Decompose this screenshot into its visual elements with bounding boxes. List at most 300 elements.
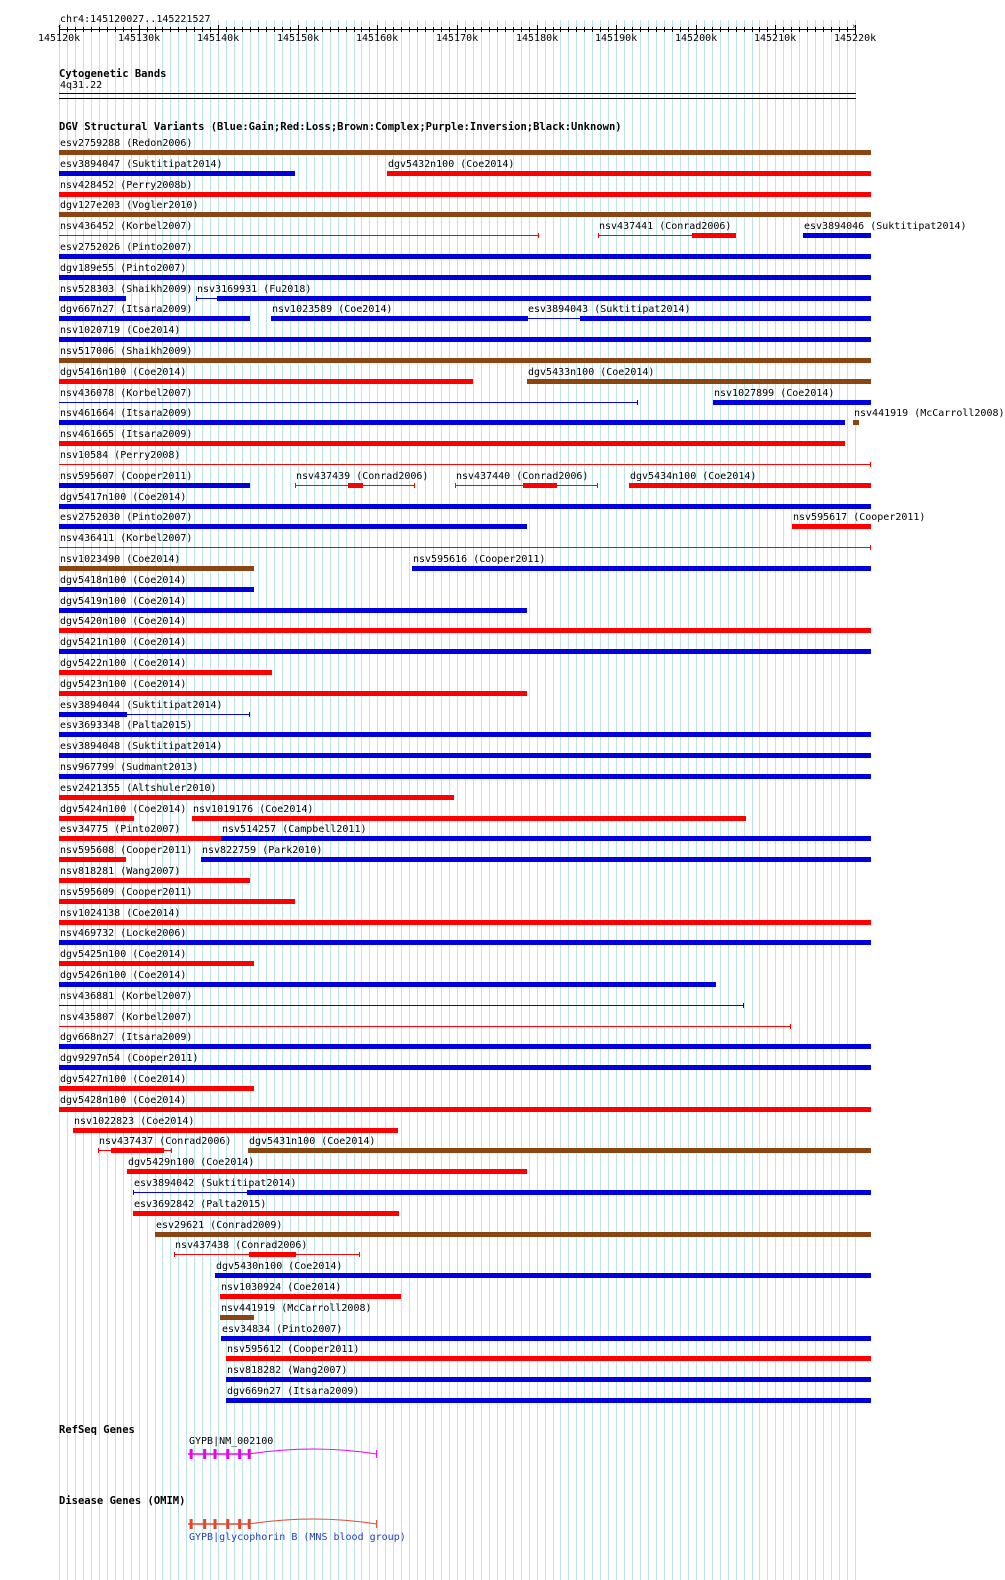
sv-label[interactable]: nsv595617 (Cooper2011) <box>793 512 926 524</box>
sv-bar[interactable] <box>59 1086 254 1091</box>
ruler-minor-tick <box>553 27 554 32</box>
ruler-tick-label: 145160k <box>356 33 399 44</box>
ruler-minor-tick <box>831 27 832 32</box>
sv-label[interactable]: dgv5424n100 (Coe2014) <box>60 803 187 815</box>
sv-label[interactable]: nsv437438 (Conrad2006) <box>175 1240 308 1252</box>
sv-label[interactable]: dgv5433n100 (Coe2014) <box>528 366 655 378</box>
sv-bar[interactable] <box>59 337 871 342</box>
sv-bar[interactable] <box>59 358 871 363</box>
sv-label[interactable]: dgv667n27 (Itsara2009) <box>60 304 193 316</box>
sv-bar[interactable] <box>226 1398 871 1403</box>
sv-label[interactable]: nsv435807 (Korbel2007) <box>60 1011 193 1023</box>
sv-end-tick <box>870 462 871 467</box>
sv-end-tick <box>414 483 415 488</box>
ruler-minor-tick <box>361 27 362 32</box>
ruler-minor-tick <box>369 27 370 32</box>
ruler-minor-tick <box>250 27 251 32</box>
gene-intron-arc <box>249 1519 376 1524</box>
ruler-minor-tick <box>815 27 816 32</box>
sv-bar[interactable] <box>713 400 871 405</box>
ruler-minor-tick <box>441 27 442 32</box>
ruler-minor-tick <box>823 27 824 32</box>
refseq-gene-label[interactable]: GYPB|NM_002100 <box>189 1436 274 1447</box>
sv-label[interactable]: nsv1030924 (Coe2014) <box>221 1282 342 1293</box>
ruler-minor-tick <box>115 27 116 32</box>
sv-bar[interactable] <box>192 816 746 821</box>
sv-end-tick <box>455 483 456 488</box>
sv-end-tick <box>598 233 599 238</box>
gene-exon <box>238 1449 241 1459</box>
ruler-tick-label: 145200k <box>675 33 718 44</box>
sv-bar[interactable] <box>59 878 250 883</box>
sv-label[interactable]: nsv436411 (Korbel2007) <box>60 533 193 545</box>
sv-bar[interactable] <box>59 275 871 280</box>
sv-bar[interactable] <box>59 504 871 509</box>
ruler-minor-tick <box>449 27 450 32</box>
omim-gene-label[interactable]: GYPB|glycophorin B (MNS blood group) <box>189 1532 406 1543</box>
ruler-tick-label: 145190k <box>595 33 638 44</box>
ruler-minor-tick <box>417 27 418 32</box>
ruler-minor-tick <box>194 27 195 32</box>
ruler-tick-label: 145150k <box>277 33 320 44</box>
ruler-minor-tick <box>799 27 800 32</box>
sv-label[interactable]: nsv514257 (Campbell2011) <box>222 824 367 836</box>
ruler-minor-tick <box>664 27 665 32</box>
sv-bar[interactable] <box>59 816 134 821</box>
location-label: chr4:145120027..145221527 <box>60 14 211 25</box>
sv-core-bar[interactable] <box>247 1190 871 1195</box>
sv-end-tick <box>597 483 598 488</box>
gene-exon <box>226 1449 229 1459</box>
sv-bar[interactable] <box>59 150 871 155</box>
sv-bar[interactable] <box>59 732 871 737</box>
ruler-minor-tick <box>306 27 307 32</box>
sv-end-tick <box>249 712 250 717</box>
sv-bar[interactable] <box>59 899 295 904</box>
sv-core-bar[interactable] <box>249 1252 296 1257</box>
sv-label[interactable]: nsv595609 (Cooper2011) <box>60 886 193 898</box>
sv-bar[interactable] <box>59 774 871 779</box>
sv-bar[interactable] <box>221 1336 871 1341</box>
sv-bar[interactable] <box>59 483 250 488</box>
dgv-track-title: DGV Structural Variants (Blue:Gain;Red:Loss;Brown:Complex;Purple:Inversion;Black:Unknown) <box>59 121 622 133</box>
sv-bar[interactable] <box>59 1044 871 1049</box>
ruler-minor-tick <box>354 27 355 32</box>
sv-label[interactable]: esv3894044 (Suktitipat2014) <box>60 699 223 711</box>
sv-end-tick <box>196 296 197 301</box>
ruler-minor-tick <box>258 27 259 32</box>
sv-core-bar[interactable] <box>692 233 736 238</box>
sv-label[interactable]: nsv469732 (Locke2006) <box>60 928 187 940</box>
sv-label[interactable]: nsv528303 (Shaikh2009) <box>60 283 193 295</box>
sv-bar[interactable] <box>226 1356 871 1361</box>
ruler-minor-tick <box>481 27 482 32</box>
ruler-minor-tick <box>274 27 275 32</box>
ruler-minor-tick <box>282 27 283 32</box>
sv-label[interactable]: esv29621 (Conrad2009) <box>156 1219 283 1231</box>
sv-bar[interactable] <box>59 857 126 862</box>
sv-bar[interactable] <box>59 524 527 529</box>
sv-label[interactable]: nsv436452 (Korbel2007) <box>60 221 193 233</box>
sv-bar[interactable] <box>629 483 871 488</box>
ruler-minor-tick <box>75 27 76 32</box>
ruler-minor-tick <box>155 27 156 32</box>
ruler-minor-tick <box>290 27 291 32</box>
sv-core-bar[interactable] <box>217 296 871 301</box>
sv-bar[interactable] <box>412 566 871 571</box>
ruler-minor-tick <box>783 27 784 32</box>
sv-bar[interactable] <box>59 608 527 613</box>
ruler-minor-tick <box>242 27 243 32</box>
sv-label[interactable]: dgv5422n100 (Coe2014) <box>60 658 187 669</box>
sv-label[interactable]: dgv5430n100 (Coe2014) <box>216 1261 343 1273</box>
ruler-minor-tick <box>465 27 466 32</box>
ruler-minor-tick <box>330 27 331 32</box>
ruler-minor-tick <box>513 27 514 32</box>
sv-label[interactable]: nsv461665 (Itsara2009) <box>60 429 193 441</box>
sv-label[interactable]: nsv1023589 (Coe2014) <box>272 304 393 316</box>
sv-bar[interactable] <box>59 171 295 176</box>
omim-track-title: Disease Genes (OMIM) <box>59 1495 186 1507</box>
sv-bar[interactable] <box>59 296 126 301</box>
sv-line[interactable] <box>59 464 871 465</box>
sv-label[interactable]: esv3894042 (Suktitipat2014) <box>134 1178 297 1189</box>
sv-bar[interactable] <box>215 1273 871 1278</box>
sv-bar[interactable] <box>59 628 871 633</box>
sv-line[interactable] <box>59 547 871 548</box>
sv-end-tick <box>527 316 528 321</box>
ruler-minor-tick <box>529 27 530 32</box>
sv-label[interactable]: dgv5434n100 (Coe2014) <box>630 470 757 482</box>
gene-exon <box>214 1519 217 1529</box>
sv-bar[interactable] <box>59 691 527 696</box>
ruler-arrows: ‹ <box>57 22 63 32</box>
ruler-minor-tick <box>632 27 633 32</box>
sv-label[interactable]: dgv5419n100 (Coe2014) <box>60 595 187 607</box>
ruler-minor-tick <box>234 27 235 32</box>
ruler-minor-tick <box>752 27 753 32</box>
sv-label[interactable]: nsv1027899 (Coe2014) <box>714 387 835 399</box>
sv-label[interactable]: dgv5429n100 (Coe2014) <box>128 1157 255 1169</box>
sv-label[interactable]: nsv517006 (Shaikh2009) <box>60 346 193 357</box>
ruler-minor-tick <box>807 27 808 32</box>
sv-label[interactable]: nsv437439 (Conrad2006) <box>296 470 429 482</box>
sv-core-bar[interactable] <box>111 1148 164 1153</box>
ruler-minor-tick <box>584 27 585 32</box>
sv-label[interactable]: nsv595616 (Cooper2011) <box>413 554 546 565</box>
sv-label[interactable]: nsv441919 (McCarroll2008) <box>854 408 1005 420</box>
sv-end-tick <box>295 483 296 488</box>
ruler-minor-tick <box>147 27 148 32</box>
ruler-tick-label: 145220k <box>834 33 877 44</box>
ruler-minor-tick <box>186 27 187 32</box>
ruler-minor-tick <box>497 27 498 32</box>
sv-label[interactable]: dgv5423n100 (Coe2014) <box>60 678 187 690</box>
sv-line[interactable] <box>59 1026 791 1027</box>
gene-exon <box>214 1449 217 1459</box>
sv-label[interactable]: nsv967799 (Sudmant2013) <box>60 762 199 773</box>
sv-label[interactable]: nsv10584 (Perry2008) <box>60 450 181 461</box>
sv-label[interactable]: dgv5417n100 (Coe2014) <box>60 491 187 503</box>
sv-label[interactable]: nsv818282 (Wang2007) <box>227 1365 348 1377</box>
sv-label[interactable]: nsv437437 (Conrad2006) <box>99 1136 232 1148</box>
sv-bar[interactable] <box>59 753 871 758</box>
ruler-minor-tick <box>680 27 681 32</box>
sv-bar[interactable] <box>792 524 871 529</box>
sv-bar[interactable] <box>59 379 473 384</box>
sv-label[interactable]: nsv437440 (Conrad2006) <box>456 470 589 482</box>
sv-bar[interactable] <box>59 192 871 197</box>
sv-bar[interactable] <box>59 254 871 259</box>
ruler-minor-tick <box>767 27 768 32</box>
ruler-minor-tick <box>314 27 315 32</box>
ruler-minor-tick <box>600 27 601 32</box>
sv-label[interactable]: dgv668n27 (Itsara2009) <box>60 1032 193 1044</box>
sv-label[interactable]: esv3894047 (Suktitipat2014) <box>60 158 223 170</box>
ruler-minor-tick <box>608 27 609 32</box>
omim-gene-glyph[interactable] <box>0 1510 890 1540</box>
ruler-minor-tick <box>648 27 649 32</box>
ruler-minor-tick <box>266 27 267 32</box>
sv-label[interactable]: dgv5431n100 (Coe2014) <box>249 1136 376 1148</box>
sv-label[interactable]: esv3692842 (Palta2015) <box>134 1198 267 1210</box>
sv-bar[interactable] <box>127 1169 527 1174</box>
ruler-minor-tick <box>322 27 323 32</box>
gene-exon <box>190 1519 193 1529</box>
ruler-minor-tick <box>568 27 569 32</box>
ruler-minor-tick <box>210 27 211 32</box>
sv-label[interactable]: esv3894043 (Suktitipat2014) <box>528 304 691 316</box>
ruler-minor-tick <box>560 27 561 32</box>
sv-bar[interactable] <box>221 836 871 841</box>
sv-bar[interactable] <box>59 836 221 841</box>
sv-bar[interactable] <box>248 1148 871 1153</box>
gene-exon <box>226 1519 229 1529</box>
sv-end-tick <box>538 233 539 238</box>
sv-bar[interactable] <box>59 316 250 321</box>
sv-label[interactable]: esv2759288 (Redon2006) <box>60 138 193 149</box>
sv-bar[interactable] <box>803 233 871 238</box>
sv-bar[interactable] <box>59 649 871 654</box>
sv-label[interactable]: nsv428452 (Perry2008b) <box>60 179 193 191</box>
sv-bar[interactable] <box>59 1065 871 1070</box>
sv-bar[interactable] <box>59 940 871 945</box>
sv-line[interactable] <box>59 1005 744 1006</box>
sv-bar[interactable] <box>155 1232 871 1237</box>
ruler-minor-tick <box>545 27 546 32</box>
sv-end-tick <box>359 1252 360 1257</box>
sv-end-tick <box>743 1003 744 1008</box>
ruler-tick-label: 145120k <box>38 33 81 44</box>
ruler-minor-tick <box>839 27 840 32</box>
divider-line <box>59 93 856 94</box>
ruler-minor-tick <box>672 27 673 32</box>
ruler-minor-tick <box>162 27 163 32</box>
sv-label[interactable]: esv34775 (Pinto2007) <box>60 824 181 836</box>
ruler-minor-tick <box>131 27 132 32</box>
sv-bar[interactable] <box>387 171 871 176</box>
sv-end-tick <box>174 1252 175 1257</box>
ruler-minor-tick <box>640 27 641 32</box>
sv-label[interactable]: nsv818281 (Wang2007) <box>60 866 181 877</box>
sv-label[interactable]: dgv5427n100 (Coe2014) <box>60 1074 187 1085</box>
sv-bar[interactable] <box>59 441 845 446</box>
sv-bar[interactable] <box>226 1377 871 1382</box>
sv-core-bar[interactable] <box>580 316 871 321</box>
sv-label[interactable]: nsv436881 (Korbel2007) <box>60 990 193 1002</box>
sv-core-bar[interactable] <box>348 483 363 488</box>
sv-label[interactable]: nsv595608 (Cooper2011) <box>60 845 193 857</box>
ruler-minor-tick <box>425 27 426 32</box>
sv-label[interactable]: nsv437441 (Conrad2006) <box>599 221 732 233</box>
sv-bar[interactable] <box>73 1128 398 1133</box>
sv-label[interactable]: dgv5432n100 (Coe2014) <box>388 158 515 170</box>
sv-end-tick <box>870 545 871 550</box>
ruler-minor-tick <box>67 27 68 32</box>
sv-label[interactable]: dgv5425n100 (Coe2014) <box>60 949 187 961</box>
sv-label[interactable]: dgv5416n100 (Coe2014) <box>60 366 187 378</box>
sv-bar[interactable] <box>201 857 871 862</box>
sv-label[interactable]: nsv461664 (Itsara2009) <box>60 408 193 420</box>
ruler-minor-tick <box>393 27 394 32</box>
sv-bar[interactable] <box>59 420 845 425</box>
sv-bar[interactable] <box>59 795 454 800</box>
gene-intron-arc <box>249 1449 376 1454</box>
ruler-minor-tick <box>346 27 347 32</box>
sv-end-tick <box>637 400 638 405</box>
sv-label[interactable]: dgv5426n100 (Coe2014) <box>60 970 187 981</box>
ruler-minor-tick <box>712 27 713 32</box>
sv-label[interactable]: dgv9297n54 (Cooper2011) <box>60 1053 199 1065</box>
sv-core-bar[interactable] <box>523 483 557 488</box>
ruler-minor-tick <box>720 27 721 32</box>
sv-label[interactable]: dgv127e203 (Vogler2010) <box>60 200 199 212</box>
sv-bar[interactable] <box>59 1107 871 1112</box>
ruler-minor-tick <box>847 27 848 32</box>
sv-bar[interactable] <box>853 420 859 425</box>
sv-end-tick <box>133 1190 134 1195</box>
sv-bar[interactable] <box>59 920 871 925</box>
ruler-minor-tick <box>385 27 386 32</box>
refseq-track-title: RefSeq Genes <box>59 1424 135 1436</box>
gene-exon <box>190 1449 193 1459</box>
ruler-minor-tick <box>202 27 203 32</box>
ruler-minor-tick <box>736 27 737 32</box>
sv-bar[interactable] <box>59 212 871 217</box>
ruler-minor-tick <box>576 27 577 32</box>
sv-label[interactable]: dgv5428n100 (Coe2014) <box>60 1094 187 1106</box>
sv-bar[interactable] <box>271 316 527 321</box>
sv-label[interactable]: nsv441919 (McCarroll2008) <box>221 1302 372 1314</box>
ruler-minor-tick <box>688 27 689 32</box>
ruler-minor-tick <box>728 27 729 32</box>
refseq-gene-glyph[interactable] <box>0 1440 890 1470</box>
ruler-tick-label: 145170k <box>436 33 479 44</box>
gene-exon <box>203 1519 206 1529</box>
sv-label[interactable]: dgv5421n100 (Coe2014) <box>60 637 187 649</box>
sv-bar[interactable] <box>59 566 254 571</box>
sv-label[interactable]: esv2752026 (Pinto2007) <box>60 242 193 253</box>
gene-exon <box>238 1519 241 1529</box>
sv-label[interactable]: esv2752030 (Pinto2007) <box>60 512 193 524</box>
sv-label[interactable]: esv3693348 (Palta2015) <box>60 720 193 732</box>
sv-label[interactable]: esv3894046 (Suktitipat2014) <box>804 221 967 233</box>
sv-bar[interactable] <box>59 587 254 592</box>
sv-label[interactable]: dgv189e55 (Pinto2007) <box>60 262 187 274</box>
ruler-minor-tick <box>178 27 179 32</box>
sv-end-tick <box>790 1024 791 1029</box>
ruler-tick-label: 145210k <box>754 33 797 44</box>
sv-label[interactable]: nsv1024138 (Coe2014) <box>60 907 181 919</box>
sv-bar[interactable] <box>220 1294 401 1299</box>
sv-label[interactable]: nsv1023490 (Coe2014) <box>60 554 181 565</box>
sv-label[interactable]: nsv822759 (Park2010) <box>202 845 323 857</box>
sv-label[interactable]: nsv436078 (Korbel2007) <box>60 387 193 399</box>
ruler-minor-tick <box>505 27 506 32</box>
ruler-minor-tick <box>759 27 760 32</box>
sv-label[interactable]: dgv669n27 (Itsara2009) <box>227 1386 360 1397</box>
ruler-tick-label: 145130k <box>118 33 161 44</box>
ruler-arrows: › <box>851 22 857 32</box>
ruler-minor-tick <box>170 27 171 32</box>
ruler-minor-tick <box>433 27 434 32</box>
divider-line <box>59 98 856 99</box>
gene-exon <box>203 1449 206 1459</box>
ruler-minor-tick <box>489 27 490 32</box>
ruler-minor-tick <box>338 27 339 32</box>
sv-label[interactable]: esv3894048 (Suktitipat2014) <box>60 741 223 753</box>
sv-line[interactable] <box>59 402 638 403</box>
ruler-minor-tick <box>409 27 410 32</box>
sv-bar[interactable] <box>59 982 716 987</box>
ruler-minor-tick <box>744 27 745 32</box>
ruler-minor-tick <box>91 27 92 32</box>
sv-bar[interactable] <box>59 961 254 966</box>
ruler-minor-tick <box>123 27 124 32</box>
sv-label[interactable]: nsv1020719 (Coe2014) <box>60 325 181 337</box>
sv-bar[interactable] <box>527 379 871 384</box>
ruler-minor-tick <box>704 27 705 32</box>
gene-exon <box>248 1519 251 1529</box>
cytoband-value: 4q31.22 <box>60 80 103 91</box>
sv-core-bar[interactable] <box>59 712 127 717</box>
sv-label[interactable]: nsv3169931 (Fu2018) <box>197 283 312 295</box>
ruler-minor-tick <box>791 27 792 32</box>
sv-bar[interactable] <box>59 670 272 675</box>
ruler-tick-label: 145180k <box>516 33 559 44</box>
sv-label[interactable]: nsv595607 (Cooper2011) <box>60 470 193 482</box>
sv-label[interactable]: esv34834 (Pinto2007) <box>222 1323 343 1335</box>
sv-bar[interactable] <box>133 1211 399 1216</box>
ruler-minor-tick <box>107 27 108 32</box>
ruler-minor-tick <box>83 27 84 32</box>
gene-exon <box>248 1449 251 1459</box>
sv-line[interactable] <box>59 235 539 236</box>
sv-label[interactable]: dgv5420n100 (Coe2014) <box>60 616 187 628</box>
ruler-minor-tick <box>473 27 474 32</box>
ruler-minor-tick <box>226 27 227 32</box>
sv-bar[interactable] <box>220 1315 254 1320</box>
sv-label[interactable]: nsv1022823 (Coe2014) <box>74 1115 195 1127</box>
sv-label[interactable]: esv2421355 (Altshuler2010) <box>60 782 217 794</box>
ruler-minor-tick <box>99 27 100 32</box>
sv-label[interactable]: nsv1019176 (Coe2014) <box>193 803 314 815</box>
ruler-minor-tick <box>401 27 402 32</box>
ruler-minor-tick <box>656 27 657 32</box>
ruler-minor-tick <box>592 27 593 32</box>
sv-label[interactable]: dgv5418n100 (Coe2014) <box>60 574 187 586</box>
sv-label[interactable]: nsv595612 (Cooper2011) <box>227 1344 360 1356</box>
